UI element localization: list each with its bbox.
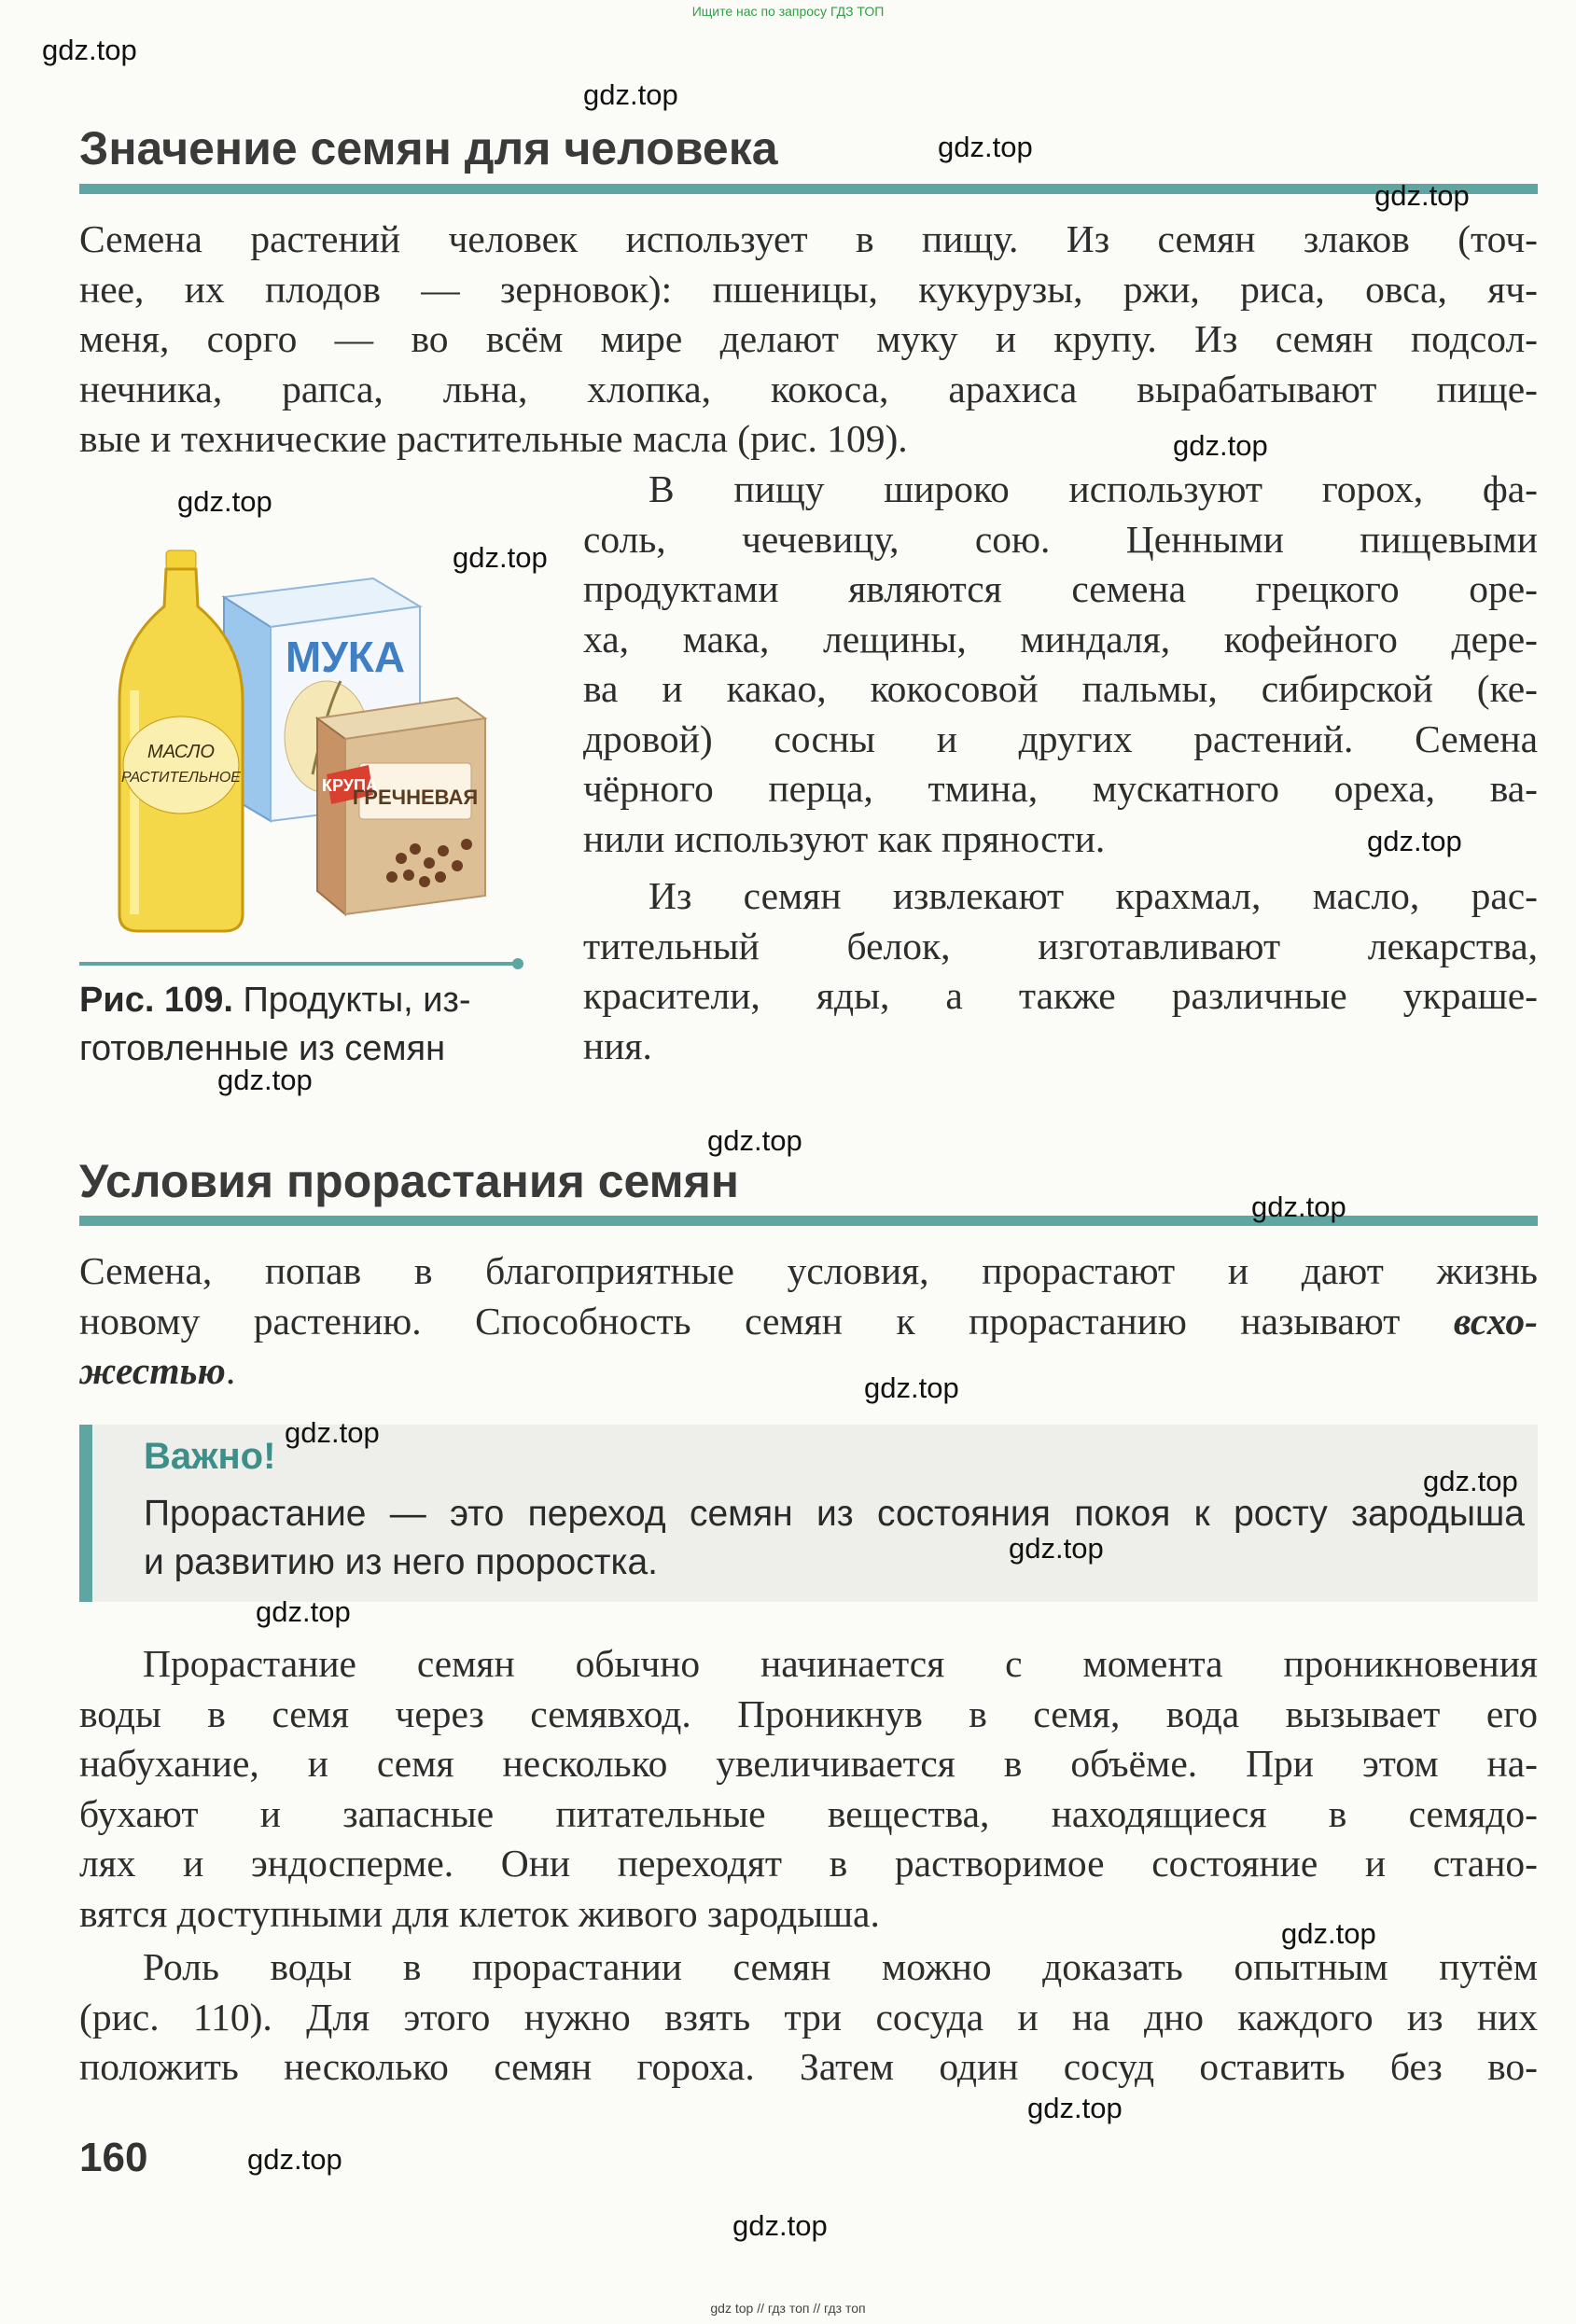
watermark: gdz.top	[453, 541, 548, 574]
text-line: меня, сорго — во всём мире делают муку и крупу. Из семян подсол-	[79, 317, 1538, 360]
text-line: нечника, рапса, льна, хлопка, кокоса, арахиса вырабатывают пище-	[79, 367, 1538, 411]
important-title: Важно!	[144, 1436, 276, 1477]
text-line: соль, чечевицу, сою. Ценными пищевыми	[583, 517, 1538, 561]
text-line: ха, мака, лещины, миндаля, кофейного дере-	[583, 617, 1538, 661]
text-line: чёрного перца, тмина, мускатного ореха, ва-	[583, 767, 1538, 810]
paragraph-food-seeds	[583, 465, 1538, 864]
text-line: ва и какао, кокосовой пальмы, сибирской (ке-	[583, 667, 1538, 710]
footer-note: gdz top // гдз топ // гдз топ	[710, 2301, 866, 2316]
paragraph-intro	[79, 215, 1538, 465]
text-line: Семена растений человек использует в пищу. Из семян злаков (точ-	[79, 217, 1538, 260]
watermark: gdz.top	[1374, 179, 1470, 212]
watermark: gdz.top	[285, 1416, 380, 1449]
watermark: gdz.top	[256, 1595, 351, 1628]
paragraph-germination-process	[79, 1639, 1538, 1939]
watermark: gdz.top	[1027, 2092, 1123, 2124]
caption-label: Рис. 109.	[79, 981, 233, 1020]
figure-109-caption	[79, 976, 546, 1073]
term-highlight: жестью	[79, 1349, 226, 1392]
text-line: красители, яды, а также различные украше-	[583, 974, 1538, 1017]
watermark: gdz.top	[938, 131, 1033, 163]
term-highlight: всхо-	[1453, 1299, 1538, 1343]
text-line: бухают и запасные питательные вещества, находящиеся в семядо-	[79, 1791, 1538, 1835]
text-line: Роль воды в прорастании семян можно доказать опытным путём	[143, 1945, 1538, 1988]
text-line: Прорастание семян обычно начинается с момента проникновения	[143, 1642, 1538, 1685]
watermark: gdz.top	[1009, 1532, 1104, 1565]
text-line: лях и эндосперме. Они переходят в растворимое состояние и стано-	[79, 1842, 1538, 1885]
watermark: gdz.top	[1367, 825, 1462, 857]
important-text	[144, 1490, 1525, 1587]
watermark: gdz.top	[1251, 1190, 1346, 1223]
text-line: нили используют как пряности.	[583, 816, 1106, 860]
text-line: и развитию из него проростка.	[144, 1542, 658, 1582]
text-line: положить несколько семян гороха. Затем один сосуд оставить без во-	[79, 2045, 1538, 2088]
text-line: вятся доступными для клеток живого зародыша.	[79, 1891, 880, 1935]
watermark: gdz.top	[1281, 1917, 1376, 1950]
flour-label: МУКА	[285, 633, 406, 681]
text-line: Прорастание — это переход семян из состояния покоя к росту зародыша	[144, 1494, 1525, 1534]
text-line: тительный белок, изготавливают лекарства,	[583, 924, 1538, 967]
header-note: Ищите нас по запросу ГДЗ ТОП	[691, 4, 885, 19]
section-title-germination: Условия прорастания семян	[79, 1155, 740, 1207]
watermark: gdz.top	[42, 34, 137, 66]
section-rule	[79, 184, 1538, 194]
grain-label-1: КРУПА	[322, 776, 378, 795]
caption-rule	[79, 957, 527, 970]
grain-label-2: ГРЕЧНЕВАЯ	[352, 786, 479, 809]
buckwheat-box-icon	[317, 698, 485, 914]
paragraph-water-experiment	[79, 1942, 1538, 2093]
text-line: Из семян извлекают крахмал, масло, рас-	[649, 874, 1538, 917]
text-line: ния.	[583, 1023, 652, 1067]
bottle-label-2: РАСТИТЕЛЬНОЕ	[121, 770, 241, 786]
watermark: gdz.top	[732, 2209, 828, 2242]
text-line: жестью.	[79, 1349, 236, 1392]
watermark: gdz.top	[1173, 429, 1268, 462]
text-line: вые и технические растительные масла (рис. 109).	[79, 417, 908, 460]
paragraph-germination-intro	[79, 1246, 1538, 1397]
text-line: В пищу широко используют горох, фа-	[649, 467, 1538, 510]
important-box	[79, 1425, 1538, 1602]
text-line: набухание, и семя несколько увеличивается в объёме. При этом на-	[79, 1742, 1538, 1785]
text-line: Семена, попав в благоприятные условия, прорастают и дают жизнь	[79, 1249, 1538, 1292]
paragraph-seed-products	[583, 871, 1538, 1071]
caption-text: Продукты, из-	[232, 981, 471, 1020]
text-line: новому растению. Способность семян к прорастанию называют всхо-	[79, 1299, 1538, 1343]
watermark: gdz.top	[217, 1064, 313, 1096]
text-line: нее, их плодов — зерновок): пшеницы, кукурузы, ржи, риса, овса, яч-	[79, 267, 1538, 311]
watermark: gdz.top	[707, 1124, 802, 1157]
bottle-label-1: МАСЛО	[147, 742, 215, 762]
figure-109-illustration	[93, 541, 532, 952]
watermark: gdz.top	[177, 485, 272, 518]
text-line: воды в семя через семявход. Проникнув в семя, вода вызывает его	[79, 1691, 1538, 1735]
watermark: gdz.top	[247, 2143, 342, 2176]
text-line: (рис. 110). Для этого нужно взять три сосуда и на дно каждого из них	[79, 1995, 1538, 2039]
caption-text: готовленные из семян	[79, 1029, 446, 1068]
watermark: gdz.top	[583, 78, 678, 111]
section-title-seed-importance: Значение семян для человека	[79, 122, 778, 174]
watermark: gdz.top	[864, 1371, 959, 1404]
page-number: 160	[79, 2135, 148, 2180]
text-line: продуктами являются семена грецкого оре-	[583, 567, 1538, 610]
watermark: gdz.top	[1423, 1465, 1518, 1497]
text-line: дровой) сосны и других растений. Семена	[583, 717, 1538, 760]
